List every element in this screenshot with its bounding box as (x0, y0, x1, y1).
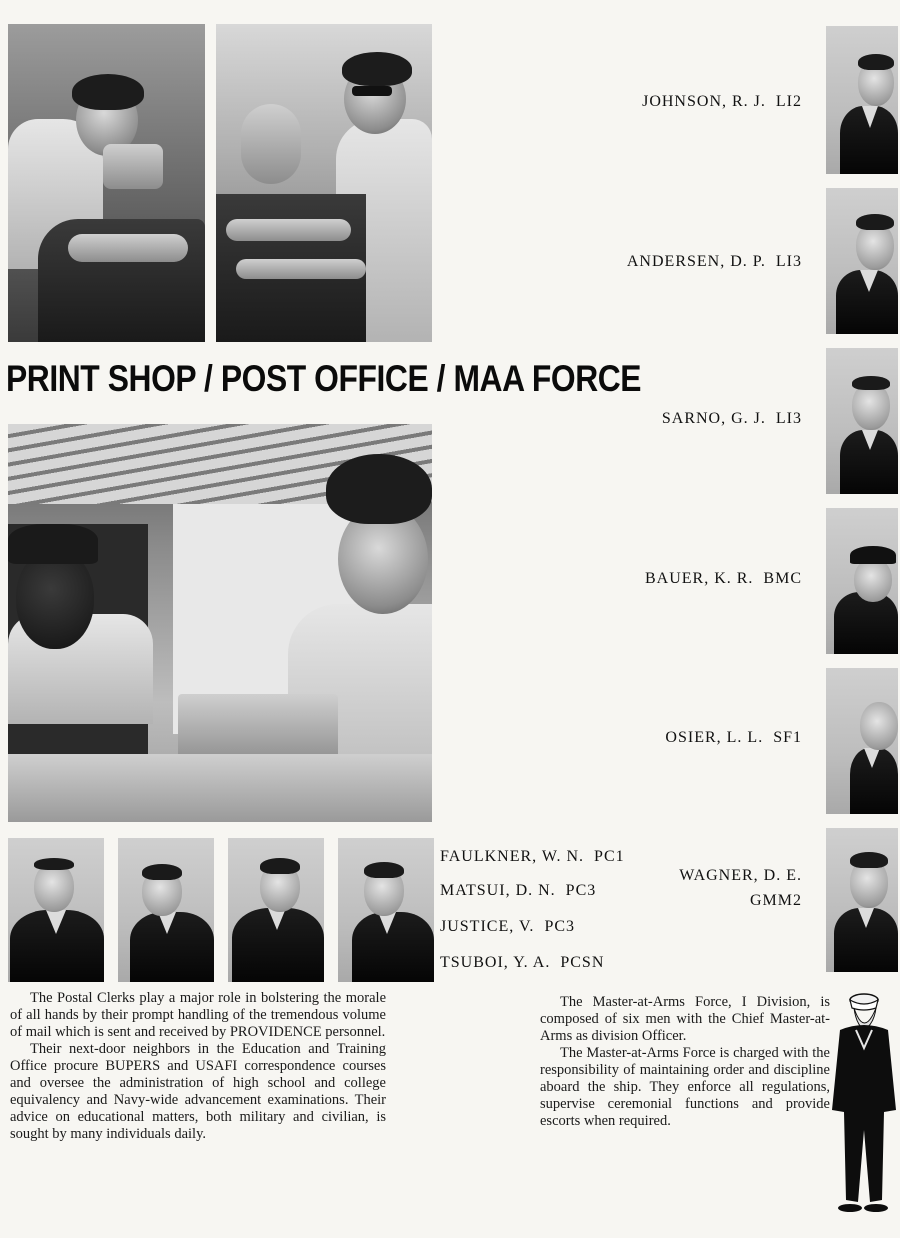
roster-name-justice: JUSTICE, V. PC3 (440, 918, 576, 935)
sailor-illustration (826, 990, 900, 1220)
roster-name-wagner: WAGNER, D. E. (679, 867, 802, 884)
portrait-johnson (826, 26, 898, 174)
photo-post-office (8, 424, 432, 822)
roster-name-bauer: BAUER, K. R. BMC (644, 570, 802, 587)
postal-description (10, 990, 386, 1143)
roster-name-sarno: SARNO, G. J. LI3 (661, 410, 802, 427)
portrait-sarno (826, 348, 898, 494)
portrait-andersen (826, 188, 898, 334)
portrait-tsuboi (338, 838, 434, 982)
photo-print-shop-left (8, 24, 205, 342)
postal-paragraph: The Postal Clerks play a major role in bolstering the morale of all hands by their prompt handling of the tremendous volume of mail which is sent and received by PROVIDENCE personnel. (10, 990, 386, 1040)
postal-paragraph: Their next-door neighbors in the Education and Training Office procure BUPERS and USAFI correspondence courses and oversee the administration of high school and college equivalency and Navy-wide advancement examinations. Their advice on educational matters, both military and civilian, is sought by many individuals daily. (10, 1041, 386, 1142)
roster-name-johnson: JOHNSON, R. J. LI2 (642, 93, 802, 110)
maa-paragraph: The Master-at-Arms Force, I Division, is composed of six men with the Chief Master-at-Arms as division Officer. (540, 994, 830, 1044)
portrait-osier (826, 668, 898, 814)
roster-name-osier: OSIER, L. L. SF1 (665, 729, 802, 746)
roster-name-faulkner: FAULKNER, W. N. PC1 (440, 848, 625, 865)
page-title: PRINT SHOP / POST OFFICE / MAA FORCE (6, 358, 642, 399)
maa-description (540, 994, 830, 1130)
portrait-faulkner (8, 838, 104, 982)
portrait-matsui (118, 838, 214, 982)
portrait-bauer (826, 508, 898, 654)
roster-name-andersen: ANDERSEN, D. P. LI3 (626, 253, 802, 270)
roster-name-matsui: MATSUI, D. N. PC3 (440, 882, 597, 899)
maa-paragraph: The Master-at-Arms Force is charged with the responsibility of maintaining order and discipline aboard the ship. They enforce all regulations, supervise ceremonial functions and provide escorts when required. (540, 1045, 830, 1129)
photo-print-shop-right (216, 24, 432, 342)
portrait-wagner (826, 828, 898, 972)
portrait-justice (228, 838, 324, 982)
roster-name-tsuboi: TSUBOI, Y. A. PCSN (440, 954, 605, 971)
roster-rate-wagner: GMM2 (749, 892, 802, 909)
